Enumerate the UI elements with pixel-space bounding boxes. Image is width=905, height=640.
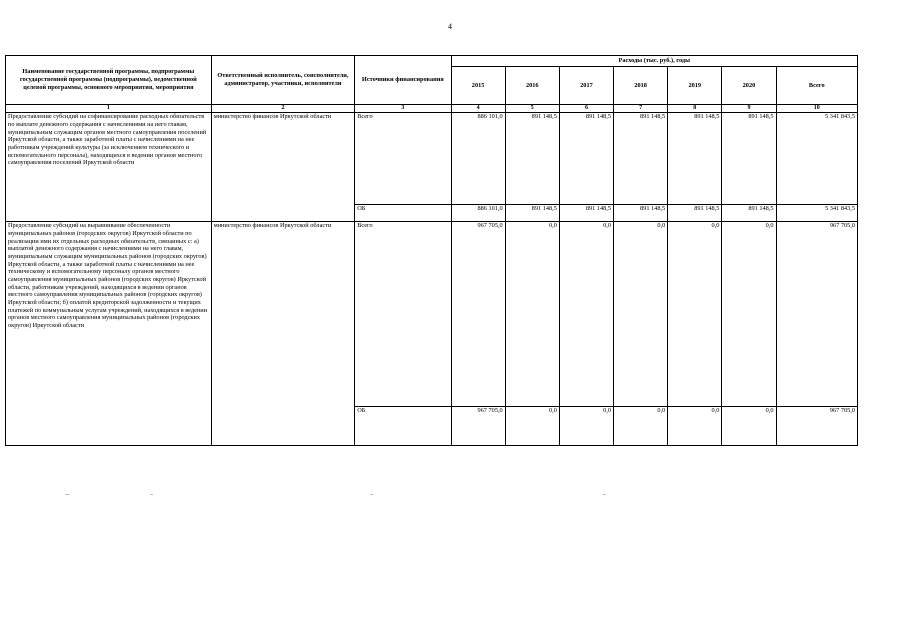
scan-artifact — [603, 494, 606, 495]
header-year: 2019 — [668, 67, 722, 105]
value-cell: 0,0 — [722, 222, 776, 407]
value-cell: 891 148,5 — [505, 113, 559, 205]
value-cell: 0,0 — [614, 407, 668, 446]
header-year: 2018 — [614, 67, 668, 105]
activity-name: Предоставление субсидий на софинансирование расходных обязательств по выплате денежного содержания с начислениями на него главам, муниципальным служащим органов местного самоуправления поселений Иркутской области, а также заработной платы с начислениями на нее работникам учреждений культуры (за исключением технического и вспомогательного персонала), находящихся в ведении органов местного самоуправления поселений Иркутской области — [6, 113, 212, 222]
executor-cell: министерство финансов Иркутской области — [211, 222, 354, 446]
header-year: 2020 — [722, 67, 776, 105]
source-cell: ОБ — [355, 407, 451, 446]
value-cell: 886 101,0 — [451, 205, 505, 222]
scan-artifact — [65, 494, 69, 495]
value-cell: 967 705,0 — [451, 222, 505, 407]
scan-artifact — [370, 494, 373, 495]
header-year: 2015 — [451, 67, 505, 105]
header-expenses: Расходы (тыс. руб.), годы — [451, 56, 857, 67]
program-table — [5, 55, 858, 446]
header-source: Источники финансирования — [355, 56, 451, 105]
source-cell: Всего — [355, 222, 451, 407]
value-cell: 891 148,5 — [614, 205, 668, 222]
total-cell: 5 341 843,5 — [776, 205, 857, 222]
index-cell: 10 — [776, 105, 857, 113]
value-cell: 891 148,5 — [505, 205, 559, 222]
total-cell: 967 705,0 — [776, 407, 857, 446]
header-total: Всего — [776, 67, 857, 105]
index-cell: 5 — [505, 105, 559, 113]
header-executor: Ответственный исполнитель, соисполнители, администратор, участники, исполнители — [211, 56, 354, 105]
value-cell: 0,0 — [722, 407, 776, 446]
value-cell: 891 148,5 — [559, 205, 613, 222]
index-cell: 9 — [722, 105, 776, 113]
value-cell: 0,0 — [668, 222, 722, 407]
header-year: 2017 — [559, 67, 613, 105]
index-cell: 4 — [451, 105, 505, 113]
total-cell: 967 705,0 — [776, 222, 857, 407]
source-cell: ОБ — [355, 205, 451, 222]
index-cell: 1 — [6, 105, 212, 113]
scan-artifact — [150, 494, 153, 495]
index-cell: 6 — [559, 105, 613, 113]
source-cell: Всего — [355, 113, 451, 205]
index-cell: 8 — [668, 105, 722, 113]
value-cell: 0,0 — [559, 407, 613, 446]
activity-name: Предоставление субсидий на выравнивание обеспеченности муниципальных районов (городских округов) Иркутской области по реализации ими их отдельных расходных обязательств, связанных с: а) выплатой денежного содержания с начислениями на него главам, муниципальным служащим муниципальных районов (городских округов) Иркутской области, а также заработной платы с начислениями на нее техническому и вспомогательному персоналу органов местного самоуправления муниципальных районов (городских округов) Иркутской области, работникам учреждений, находящихся в ведении органов местного самоуправления муниципальных районов (городских округов) Иркутской области; б) оплатой кредиторской задолженности и текущих платежей по коммунальным услугам учреждений, находящихся в ведении органов местного самоуправления муниципальных районов (городских округов) Иркутской области — [6, 222, 212, 446]
value-cell: 891 148,5 — [559, 113, 613, 205]
value-cell: 0,0 — [668, 407, 722, 446]
value-cell: 891 148,5 — [722, 113, 776, 205]
header-name: Наименование государственной программы, подпрограммы государственной программы (подпрограммы), ведомственной целевой программы, основного мероприятия, мероприятия — [6, 56, 212, 105]
value-cell: 0,0 — [505, 222, 559, 407]
page-number: 4 — [448, 22, 452, 31]
executor-cell: министерство финансов Иркутской области — [211, 113, 354, 222]
value-cell: 0,0 — [559, 222, 613, 407]
index-cell: 7 — [614, 105, 668, 113]
value-cell: 891 148,5 — [668, 205, 722, 222]
table-row — [6, 113, 858, 205]
index-cell: 3 — [355, 105, 451, 113]
value-cell: 886 101,0 — [451, 113, 505, 205]
value-cell: 891 148,5 — [614, 113, 668, 205]
index-cell: 2 — [211, 105, 354, 113]
value-cell: 891 148,5 — [722, 205, 776, 222]
value-cell: 891 148,5 — [668, 113, 722, 205]
header-year: 2016 — [505, 67, 559, 105]
table-row — [6, 222, 858, 407]
value-cell: 967 705,0 — [451, 407, 505, 446]
value-cell: 0,0 — [505, 407, 559, 446]
value-cell: 0,0 — [614, 222, 668, 407]
total-cell: 5 341 843,5 — [776, 113, 857, 205]
